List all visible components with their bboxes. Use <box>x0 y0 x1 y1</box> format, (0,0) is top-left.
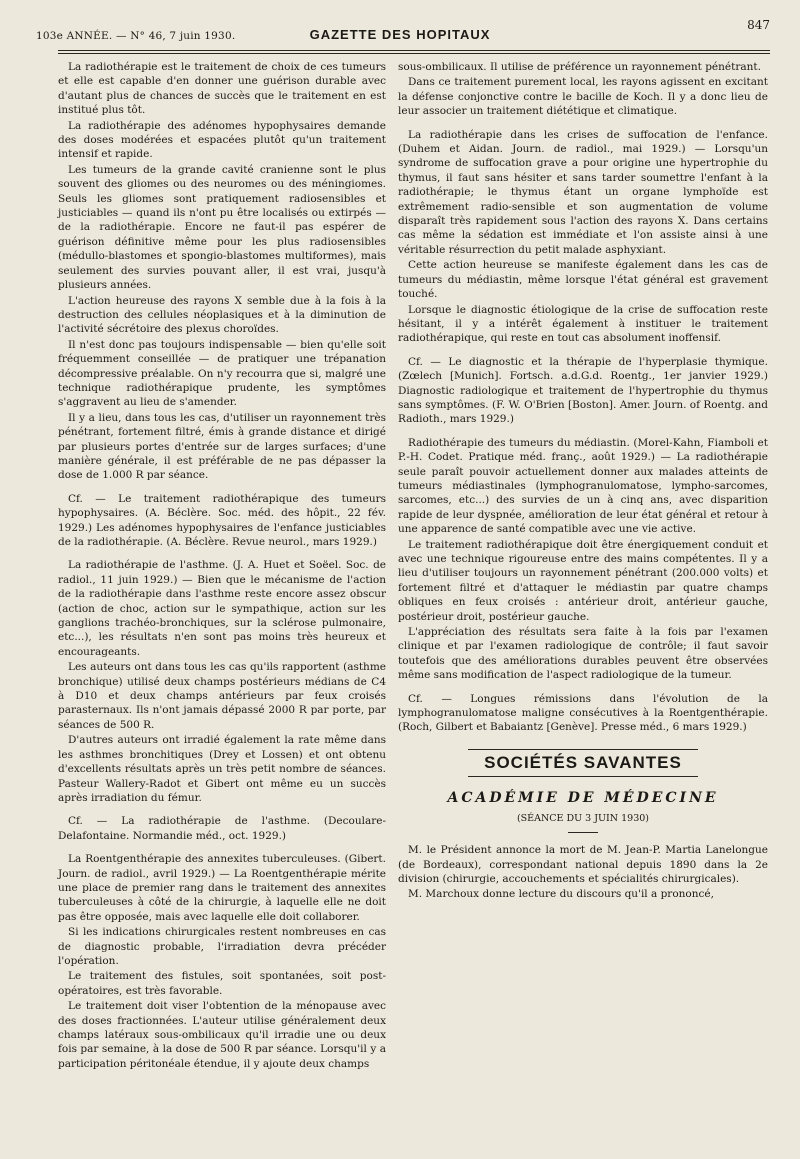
paragraph: Lorsque le diagnostic étiologique de la crise de suffocation reste hésitant, il y a intérêt également à instituer le traitement radiothérapique, qui reste en tout cas absolument inoffensif. <box>398 303 768 345</box>
article-paragraph: La radiothérapie de l'asthme. (J. A. Huet et Soëel. Soc. de radiol., 11 juin 1929.) — Bien que le mécanisme de l'action de la radiothérapie dans l'asthme reste encore assez obscur (action de choc, action sur le sympathique, action sur les ganglions trachéo-bronchiques, sur la sclérose pulmonaire, etc...), les résultats n'en sont pas moins très heureux et encourageants. <box>58 559 386 658</box>
section-title: SOCIÉTÉS SAVANTES <box>484 752 682 772</box>
paragraph: Les tumeurs de la grande cavité cranienne sont le plus souvent des gliomes ou des neuromes ou des méningiomes. Seuls les gliomes sont pratiquement radiosensibles et justiciables — quand ils n'ont pu être localisés ou extirpés — de la radiothérapie. Encore ne faut-il pas espérer de guérison définitive même pour les plus radiosensibles (médullo-blastomes et spongio-blastomes multiformes), mais seulement des survies pouvant aller, il est vrai, jusqu'à plusieurs années. <box>58 163 386 292</box>
paragraph: sous-ombilicaux. Il utilise de préférence un rayonnement pénétrant. <box>398 61 761 73</box>
divider <box>568 832 598 833</box>
article-paragraph: Radiothérapie des tumeurs du médiastin. (Morel-Kahn, Fiamboli et P.-H. Codet. Pratique méd. franç., août 1929.) — La radiothérapie seule paraît pouvoir actuellement donner aux malades atteints de tumeurs médiastinales (lymphogranulomatose, lympho-sarcomes, sarcomes, etc...) des survies de un à cinq ans, avec disparition rapide de leur dyspnée, amélioration de leur état général et retour à une apparence de santé compatible avec une vie active. <box>398 436 768 536</box>
paragraph: Dans ce traitement purement local, les rayons agissent en excitant la défense conjonctive contre le bacille de Koch. Il y a donc lieu de leur associer un traitement diététique et climatique. <box>398 76 768 118</box>
left-column <box>58 60 386 1072</box>
paragraph: Les auteurs ont dans tous les cas qu'ils rapportent (asthme bronchique) utilisé deux champs postérieurs médians de C4 à D10 et deux champs antérieurs par feux croisés parasternaux. Ils n'ont jamais dépassé 2000 R par porte, par séances de 500 R. <box>58 661 386 731</box>
reference-paragraph: Cf. — Le diagnostic et la thérapie de l'hyperplasie thymique. (Zœlech [Munich]. Fortsch. a.d.G.d. Roentg., 1er janvier 1929.) Diagnostic radiologique et traitement de l'hypertrophie du thymus sans symptômes. (F. W. O'Brien [Boston]. Amer. Journ. of Roentg. and Radioth., mars 1929.) <box>398 355 768 426</box>
paragraph: Il y a lieu, dans tous les cas, d'utiliser un rayonnement très pénétrant, fortement filtré, émis à grande distance et dirigé par plusieurs portes d'entrée sur de larges surfaces; d'une manière générale, il est préférable de ne pas dépasser la dose de 1.000 R par séance. <box>58 411 386 482</box>
paragraph: Le traitement radiothérapique doit être énergiquement conduit et avec une technique rigoureuse entre des mains compétentes. Il y a lieu d'utiliser toujours un rayonnement pénétrant (200.000 volts) et fortement filtré et d'attaquer le médiastin par quatre champs obliques en feux croisés : antérieur droit, antérieur gauche, postérieur droit, postérieur gauche. <box>398 538 768 623</box>
paragraph: D'autres auteurs ont irradié également la rate même dans les asthmes bronchitiques (Drey et Lossen) et ont obtenu d'excellents résultats après un très petit nombre de séances. Pasteur Wallery-Radot et Gibert ont même eu un succès après irradiation du fémur. <box>58 734 386 804</box>
reference-paragraph: Cf. — Longues rémissions dans l'évolution de la lymphogranulomatose maligne consécutives à la Roentgenthérapie. (Roch, Gilbert et Babaiantz [Genève]. Presse méd., 6 mars 1929.) <box>398 692 768 734</box>
paragraph: La radiothérapie des adénomes hypophysaires demande des doses modérées et espacées plutôt qu'un traitement intensif et rapide. <box>58 119 386 161</box>
header-rule <box>58 53 770 54</box>
issue-line: 103e ANNÉE. — N° 46, 7 juin 1930. <box>36 30 236 42</box>
right-column <box>398 60 768 903</box>
paragraph: La radiothérapie est le traitement de choix de ces tumeurs et elle est capable d'en donner une guérison durable avec d'autant plus de chances de succès que le traitement en est institué plus tôt. <box>58 61 386 117</box>
academy-title: ACADÉMIE DE MÉDECINE <box>447 790 719 807</box>
page-header <box>30 14 770 48</box>
header-rule <box>58 50 770 51</box>
paragraph: Le traitement doit viser l'obtention de la ménopause avec des doses fractionnées. L'auteur utilise généralement deux champs latéraux sous-ombilicaux qu'il irradie une ou deux fois par semaine, à la dose de 500 R par séance. Lorsqu'il y a participation péritonéale étendue, il y ajoute deux champs <box>58 1000 386 1070</box>
journal-title: GAZETTE DES HOPITAUX <box>309 27 491 42</box>
paragraph: L'action heureuse des rayons X semble due à la fois à la destruction des cellules néoplasiques et à la diminution de l'activité sécrétoire des plexus choroïdes. <box>58 294 386 336</box>
article-paragraph: La radiothérapie dans les crises de suffocation de l'enfance. (Duhem et Aidan. Journ. de radiol., mai 1929.) — Lorsqu'un syndrome de suffocation grave a pour origine une hypertrophie du thymus, il faut sans hésiter et sans tarder soumettre l'enfant à la radiothérapie; le thymus étant un organe lymphoïde est extrêmement radio-sensible et son augmentation de volume disparaît très rapidement sous l'action des rayons X. Dans certains cas même la sédation est immédiate et l'on assiste ainsi à une véritable résurrection du petit malade asphyxiant. <box>398 128 768 256</box>
section-rule <box>468 776 698 777</box>
paragraph: M. Marchoux donne lecture du discours qu'il a prononcé, <box>408 888 714 901</box>
paragraph: Le traitement des fistules, soit spontanées, soit post-opératoires, est très favorable. <box>58 970 386 997</box>
reference-paragraph: Cf. — La radiothérapie de l'asthme. (Decoulare-Delafontaine. Normandie méd., oct. 1929.) <box>58 815 386 842</box>
session-date: (SÉANCE DU 3 JUIN 1930) <box>516 812 650 824</box>
section-rule <box>468 749 698 750</box>
paragraph: L'appréciation des résultats sera faite à la fois par l'examen clinique et par l'examen radiologique de contrôle; il faut savoir toutefois que des améliorations durables peuvent être observées même sans modification de l'aspect radiologique de la tumeur. <box>398 626 768 682</box>
section-heading <box>398 749 768 777</box>
article-paragraph: La Roentgenthérapie des annexites tuberculeuses. (Gibert. Journ. de radiol., avril 1929.) — La Roentgenthérapie mérite une place de premier rang dans le traitement des annexites tuberculeuses à côté de la chirurgie, à laquelle elle ne doit pas être opposée, mais avec laquelle elle doit collaborer. <box>58 853 386 923</box>
reference-paragraph: Cf. — Le traitement radiothérapique des tumeurs hypophysaires. (A. Béclère. Soc. méd. des hôpit., 22 fév. 1929.) Les adénomes hypophysaires de l'enfance justiciables de la radiothérapie. (A. Béclère. Revue neurol., mars 1929.) <box>58 492 386 548</box>
page-number: 847 <box>747 18 770 32</box>
paragraph: Cette action heureuse se manifeste également dans les cas de tumeurs du médiastin, même lorsque l'état général est gravement touché. <box>398 259 768 301</box>
paragraph: Si les indications chirurgicales restent nombreuses en cas de diagnostic probable, l'irradiation devra précéder l'opération. <box>58 926 386 967</box>
paragraph: Il n'est donc pas toujours indispensable — bien qu'elle soit fréquemment conseillée — de pratiquer une trépanation décompressive préalable. On n'y recourra que si, malgré une technique radiothérapique prudente, les symptômes s'aggravent au lieu de s'amender. <box>58 338 386 409</box>
paragraph: M. le Président annonce la mort de M. Jean-P. Martia Lanelongue (de Bordeaux), correspondant national depuis 1890 dans la 2e division (chirurgie, accouchements et spécialités chirurgicales). <box>398 844 768 885</box>
